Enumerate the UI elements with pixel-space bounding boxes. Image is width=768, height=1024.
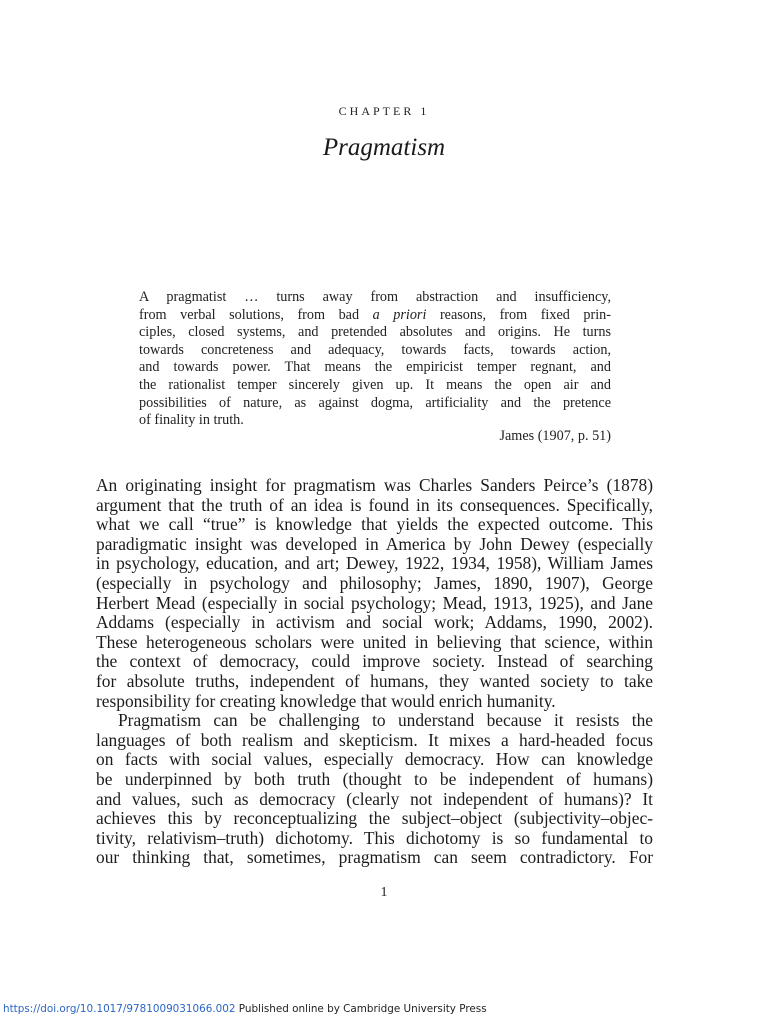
text-line: be underpinned by both truth (thought to be independent of humans) bbox=[96, 768, 653, 789]
text-line: what we call “true” is knowledge that yields the expected outcome. This bbox=[96, 514, 653, 535]
doi-link[interactable]: https://doi.org/10.1017/9781009031066.002 bbox=[3, 1003, 236, 1015]
text-line: Pragmatism can be challenging to understand because it resists the bbox=[118, 710, 653, 731]
epigraph-line: the rationalist temper sincerely given up. It means the open air and bbox=[139, 376, 611, 393]
text-line: These heterogeneous scholars were united in believing that science, within bbox=[96, 631, 653, 652]
epigraph-line: towards concreteness and adequacy, towards facts, towards action, bbox=[139, 341, 611, 358]
text-line: paradigmatic insight was developed in America by John Dewey (especially bbox=[96, 533, 653, 554]
text-line: languages of both realism and skepticism. It mixes a hard-headed focus bbox=[96, 729, 653, 750]
text-line: Herbert Mead (especially in social psychology; Mead, 1913, 1925), and Jane bbox=[96, 592, 653, 613]
epigraph-line: A pragmatist … turns away from abstraction and insufficiency, bbox=[139, 289, 611, 305]
text-line: argument that the truth of an idea is found in its consequences. Specifically, bbox=[96, 494, 653, 515]
text-line: and values, such as democracy (clearly not independent of humans)? It bbox=[96, 788, 653, 809]
text-line: in psychology, education, and art; Dewey, 1922, 1934, 1958), William James bbox=[96, 553, 653, 574]
footer bbox=[3, 1003, 487, 1015]
epigraph-line: of finality in truth. bbox=[139, 412, 244, 429]
epigraph-line-start: from verbal solutions, from bad bbox=[139, 306, 373, 323]
chapter-label: CHAPTER 1 bbox=[338, 104, 430, 118]
body-text bbox=[96, 476, 653, 868]
text-line: Addams (especially in activism and social work; Addams, 1990, 2002). bbox=[96, 612, 653, 633]
epigraph-line bbox=[139, 307, 611, 325]
published-text: Published online by Cambridge University Press bbox=[235, 1003, 487, 1015]
text-line: for absolute truths, independent of humans, they wanted society to take bbox=[96, 670, 653, 691]
italic-term: a priori bbox=[372, 306, 427, 323]
text-line: tivity, relativism–truth) dichotomy. This dichotomy is so fundamental to bbox=[96, 827, 653, 848]
chapter-title: Pragmatism bbox=[322, 134, 446, 161]
text-line: the context of democracy, could improve society. Instead of searching bbox=[96, 651, 653, 672]
epigraph-line: and towards power. That means the empiricist temper regnant, and bbox=[139, 359, 611, 376]
epigraph-line-end: reasons, from fixed prin- bbox=[426, 306, 611, 323]
text-line: our thinking that, sometimes, pragmatism can seem contradictory. For bbox=[96, 847, 653, 868]
epigraph-attribution: James (1907, p. 51) bbox=[499, 428, 611, 444]
text-line: (especially in psychology and philosophy; James, 1890, 1907), George bbox=[96, 572, 653, 593]
text-line: achieves this by reconceptualizing the subject–object (subjectivity–objec- bbox=[96, 808, 653, 829]
text-line: on facts with social values, especially democracy. How can knowledge bbox=[96, 749, 653, 770]
paragraph-2 bbox=[96, 711, 653, 868]
text-line: responsibility for creating knowledge that would enrich humanity. bbox=[96, 690, 556, 711]
epigraph-line: ciples, closed systems, and pretended absolutes and origins. He turns bbox=[139, 324, 611, 341]
paragraph-1 bbox=[96, 476, 653, 711]
epigraph-line: possibilities of nature, as against dogma, artificiality and the pretence bbox=[139, 394, 611, 411]
text-line: An originating insight for pragmatism was Charles Sanders Peirce’s (1878) bbox=[96, 475, 653, 495]
page-number: 1 bbox=[380, 885, 388, 900]
epigraph-quote bbox=[139, 289, 611, 430]
